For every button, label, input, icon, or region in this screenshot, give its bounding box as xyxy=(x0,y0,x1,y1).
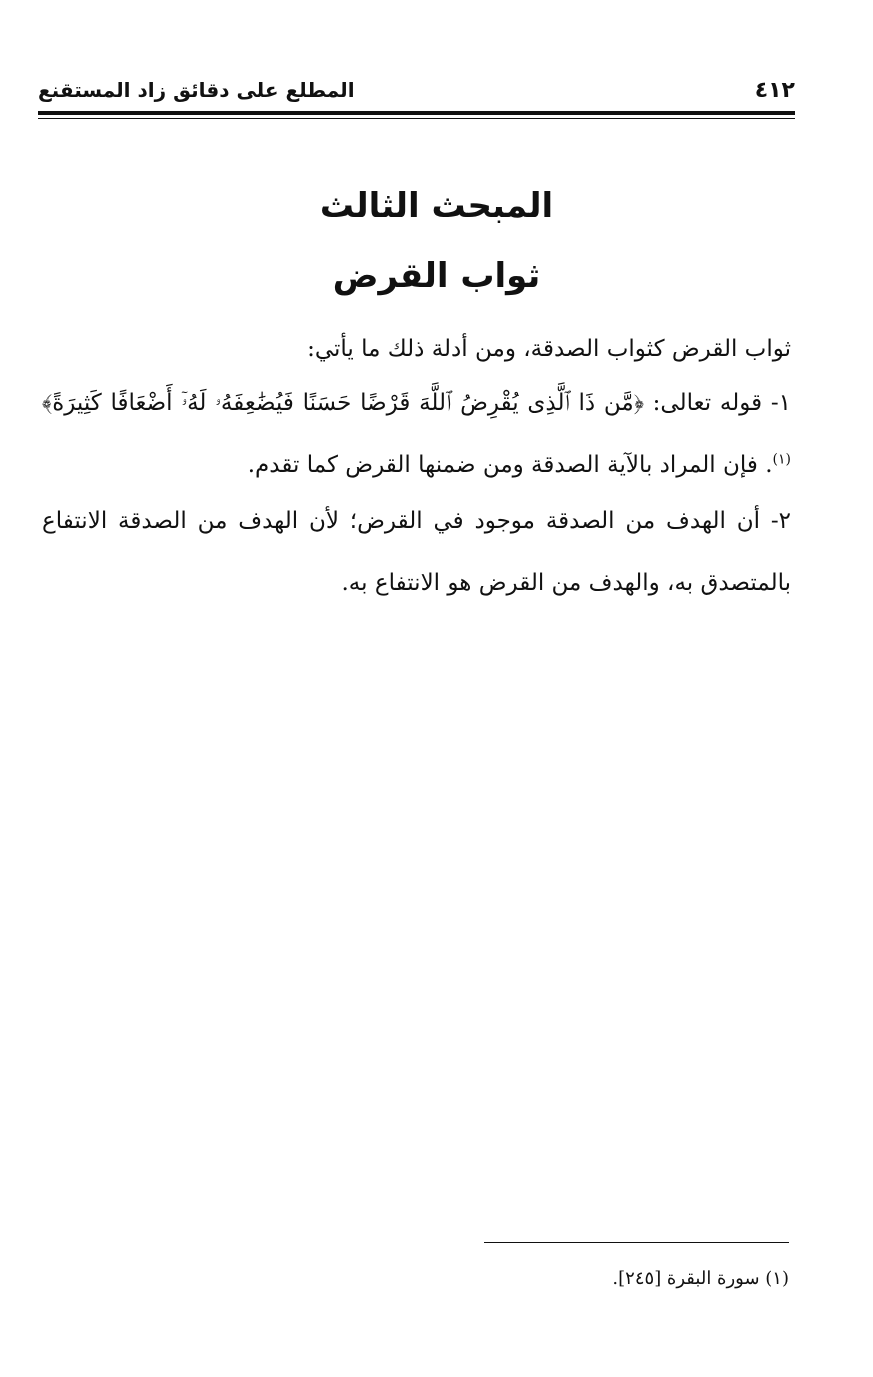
footnote-separator xyxy=(484,1242,789,1243)
point-one-rest: . فإن المراد بالآية الصدقة ومن ضمنها القرض كما تقدم. xyxy=(247,452,773,478)
point-one-lead: ١- قوله تعالى: xyxy=(643,390,791,416)
book-title: المطلع على دقائق زاد المستقنع xyxy=(38,78,355,102)
section-title-heading: ثواب القرض xyxy=(332,256,541,296)
point-two-paragraph: ٢- أن الهدف من الصدقة موجود في القرض؛ لأن الهدف من الصدقة الانتفاع بالمتصدق به، والهدف من القرض هو الانتفاع به. xyxy=(42,508,791,596)
section-number-heading: المبحث الثالث xyxy=(319,186,554,226)
header-rule-thin xyxy=(38,118,795,119)
quran-verse: ﴿مَّن ذَا ٱلَّذِى يُقْرِضُ ٱللَّهَ قَرْضًا حَسَنًا فَيُضَٰعِفَهُۥ لَهُۥٓ أَضْعَافًا كَثِيرَةً﴾ xyxy=(42,390,644,416)
page-number: ٤١٢ xyxy=(754,78,795,103)
footnote-item: (١) سورة البقرة [٢٤٥]. xyxy=(612,1268,789,1289)
intro-paragraph: ثواب القرض كثواب الصدقة، ومن أدلة ذلك ما يأتي: xyxy=(307,336,791,362)
footnote-ref-marker[interactable]: (١) xyxy=(772,451,791,468)
running-header xyxy=(38,70,795,110)
point-one-paragraph xyxy=(42,372,791,496)
header-rule-thick xyxy=(38,111,795,115)
